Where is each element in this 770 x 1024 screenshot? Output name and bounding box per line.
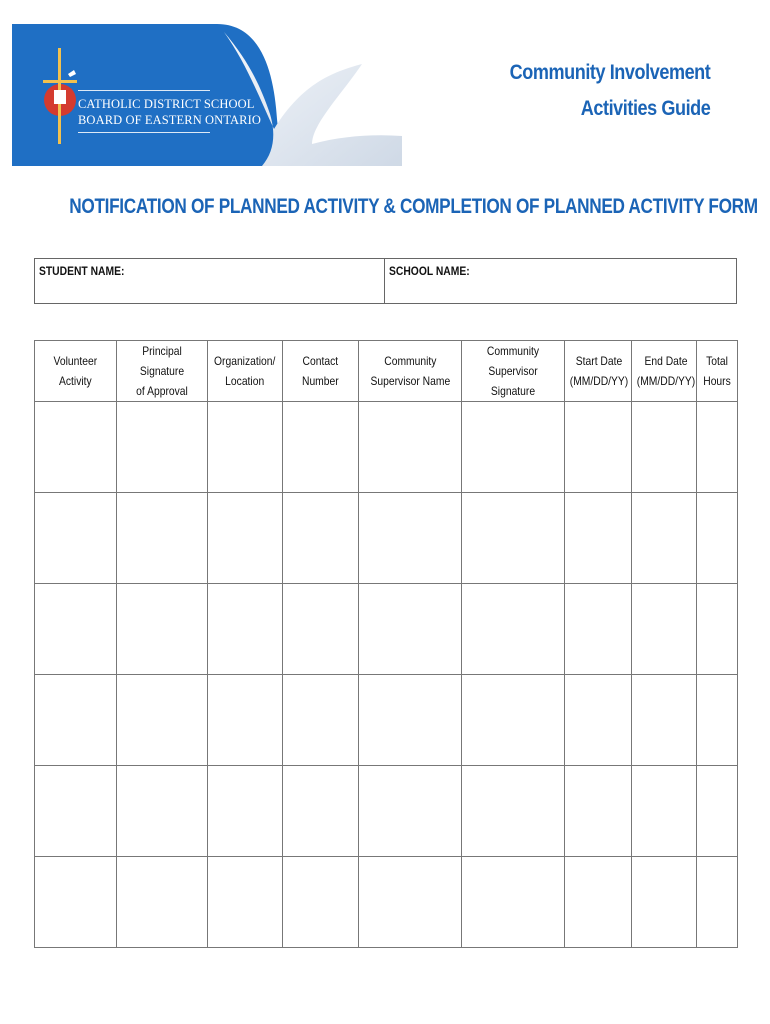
form-title: NOTIFICATION OF PLANNED ACTIVITY & COMPLETION OF PLANNED ACTIVITY FORM xyxy=(69,195,758,218)
column-header: Contact Number xyxy=(283,341,359,402)
table-cell[interactable] xyxy=(359,493,462,584)
table-cell[interactable] xyxy=(462,402,565,493)
table-cell[interactable] xyxy=(117,766,208,857)
guide-title-line1: Community Involvement xyxy=(509,61,710,84)
column-header: End Date (MM/DD/YY) xyxy=(632,341,697,402)
table-cell[interactable] xyxy=(632,766,697,857)
student-name-label: STUDENT NAME: xyxy=(39,264,125,278)
table-cell[interactable] xyxy=(565,857,632,948)
table-cell[interactable] xyxy=(208,766,283,857)
table-row xyxy=(35,493,738,584)
table-cell[interactable] xyxy=(35,675,117,766)
table-cell[interactable] xyxy=(283,766,359,857)
table-row xyxy=(35,675,738,766)
table-cell[interactable] xyxy=(359,766,462,857)
table-cell[interactable] xyxy=(697,857,738,948)
table-cell[interactable] xyxy=(359,675,462,766)
table-cell[interactable] xyxy=(359,857,462,948)
student-name-field[interactable] xyxy=(35,259,385,303)
org-name-line2: BOARD OF EASTERN ONTARIO xyxy=(78,113,262,127)
org-name-line1: CATHOLIC DISTRICT SCHOOL xyxy=(78,97,255,111)
table-cell[interactable] xyxy=(565,675,632,766)
guide-title-line2: Activities Guide xyxy=(580,97,710,120)
table-cell[interactable] xyxy=(462,766,565,857)
column-header: Community Supervisor Signature xyxy=(462,341,565,402)
table-cell[interactable] xyxy=(117,402,208,493)
table-cell[interactable] xyxy=(462,584,565,675)
column-header: Volunteer Activity xyxy=(35,341,117,402)
activity-table xyxy=(34,340,738,948)
school-board-name xyxy=(78,96,261,133)
table-cell[interactable] xyxy=(208,675,283,766)
table-cell[interactable] xyxy=(565,766,632,857)
table-cell[interactable] xyxy=(697,493,738,584)
table-row xyxy=(35,857,738,948)
table-cell[interactable] xyxy=(283,402,359,493)
table-cell[interactable] xyxy=(35,493,117,584)
table-cell[interactable] xyxy=(632,857,697,948)
table-cell[interactable] xyxy=(565,493,632,584)
table-cell[interactable] xyxy=(283,493,359,584)
table-body xyxy=(35,402,738,948)
table-cell[interactable] xyxy=(632,493,697,584)
table-cell[interactable] xyxy=(117,584,208,675)
table-row xyxy=(35,402,738,493)
table-cell[interactable] xyxy=(35,584,117,675)
table-cell[interactable] xyxy=(462,857,565,948)
column-header: Community Supervisor Name xyxy=(359,341,462,402)
column-header: Start Date (MM/DD/YY) xyxy=(565,341,632,402)
table-row xyxy=(35,766,738,857)
table-cell[interactable] xyxy=(283,857,359,948)
table-cell[interactable] xyxy=(283,584,359,675)
table-cell[interactable] xyxy=(697,402,738,493)
table-cell[interactable] xyxy=(565,584,632,675)
table-cell[interactable] xyxy=(462,675,565,766)
table-cell[interactable] xyxy=(208,402,283,493)
school-name-field[interactable] xyxy=(385,259,736,303)
column-header: Principal Signature of Approval xyxy=(117,341,208,402)
table-cell[interactable] xyxy=(359,584,462,675)
table-cell[interactable] xyxy=(697,584,738,675)
table-cell[interactable] xyxy=(359,402,462,493)
column-header: Total Hours xyxy=(697,341,738,402)
table-cell[interactable] xyxy=(697,675,738,766)
header-banner xyxy=(12,24,402,166)
table-cell[interactable] xyxy=(632,584,697,675)
guide-title xyxy=(509,55,710,127)
table-cell[interactable] xyxy=(208,584,283,675)
table-cell[interactable] xyxy=(697,766,738,857)
column-header: Organization/ Location xyxy=(208,341,283,402)
school-board-logo-icon xyxy=(34,44,80,150)
table-row xyxy=(35,584,738,675)
logo-rule-top xyxy=(78,90,210,91)
student-school-box xyxy=(34,258,737,304)
table-cell[interactable] xyxy=(632,675,697,766)
school-name-label: SCHOOL NAME: xyxy=(389,264,470,278)
table-cell[interactable] xyxy=(117,857,208,948)
logo-rule-bottom xyxy=(78,132,210,133)
table-cell[interactable] xyxy=(208,493,283,584)
table-cell[interactable] xyxy=(565,402,632,493)
table-cell[interactable] xyxy=(117,675,208,766)
table-cell[interactable] xyxy=(117,493,208,584)
table-cell[interactable] xyxy=(35,766,117,857)
table-cell[interactable] xyxy=(462,493,565,584)
table-cell[interactable] xyxy=(208,857,283,948)
table-cell[interactable] xyxy=(283,675,359,766)
table-header-row xyxy=(35,341,738,402)
table-cell[interactable] xyxy=(35,402,117,493)
table-cell[interactable] xyxy=(632,402,697,493)
table-cell[interactable] xyxy=(35,857,117,948)
